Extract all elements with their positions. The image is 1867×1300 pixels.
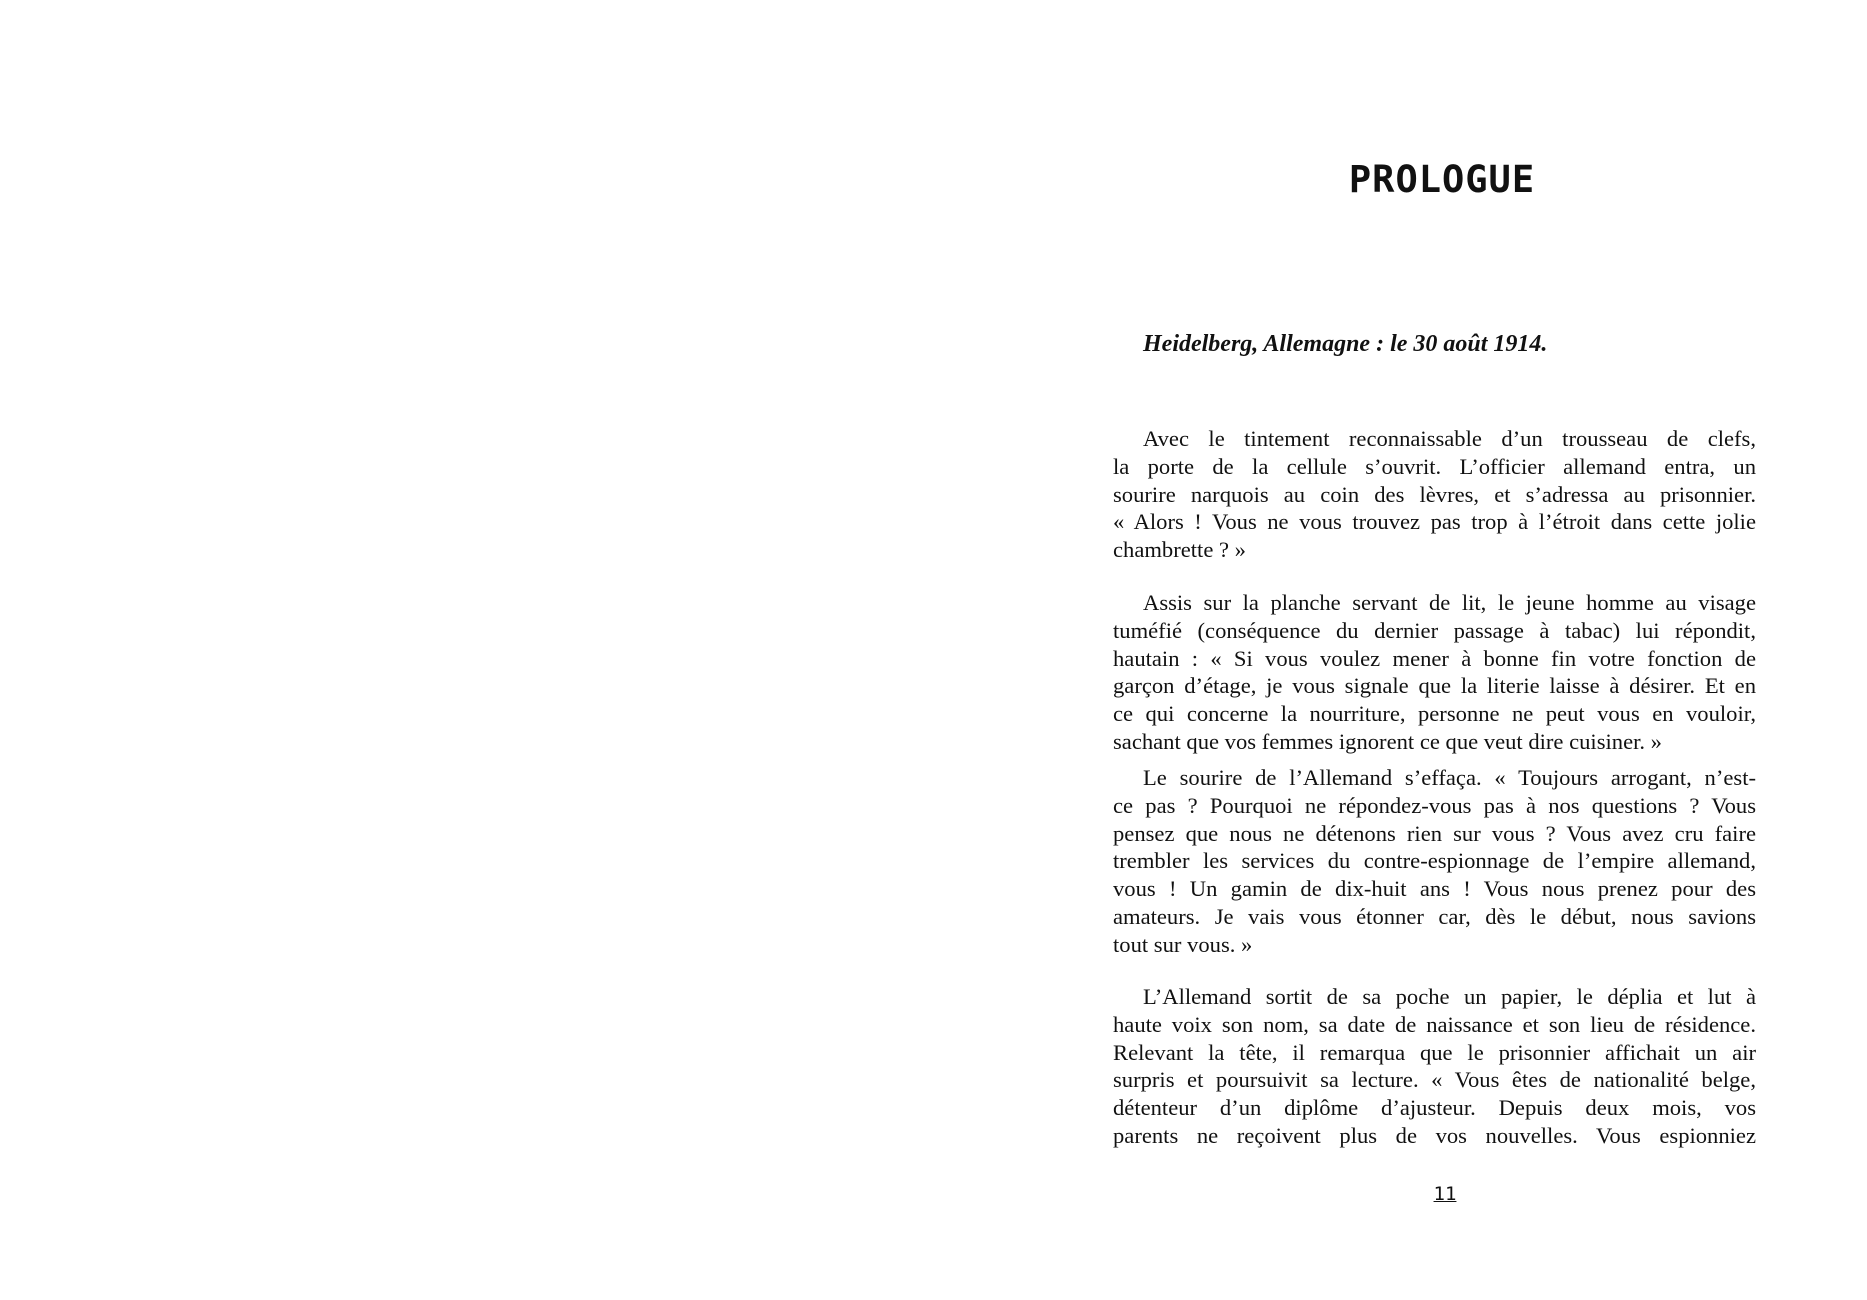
text-line: hautain : « Si vous voulez mener à bonne fin votre fonction de (1113, 645, 1756, 671)
text-line: sachant que vos femmes ignorent ce que veut dire cuisiner. » (1113, 728, 1662, 754)
paragraph-2 (1113, 589, 1756, 756)
page-number: 11 (1433, 1183, 1457, 1205)
text-line: tuméfié (conséquence du dernier passage à tabac) lui répondit, (1113, 617, 1756, 643)
text-line: trembler les services du contre-espionnage de l’empire allemand, (1113, 848, 1756, 874)
text-line: garçon d’étage, je vous signale que la literie laisse à désirer. Et en (1113, 673, 1756, 699)
text-line: ce qui concerne la nourriture, personne ne peut vous en vouloir, (1113, 701, 1756, 727)
text-line: détenteur d’un diplôme d’ajusteur. Depuis deux mois, vos (1113, 1095, 1756, 1121)
text-line: ce pas ? Pourquoi ne répondez-vous pas à nos questions ? Vous (1113, 792, 1756, 818)
place-date-heading: Heidelberg, Allemagne : le 30 août 1914. (1143, 331, 1548, 357)
text-line: sourire narquois au coin des lèvres, et s’adressa au prisonnier. (1113, 481, 1756, 507)
text-line: « Alors ! Vous ne vous trouvez pas trop à l’étroit dans cette jolie (1113, 509, 1756, 535)
text-line: surpris et poursuivit sa lecture. « Vous êtes de nationalité belge, (1113, 1067, 1756, 1093)
paragraph-4 (1113, 983, 1756, 1150)
text-line: tout sur vous. » (1113, 931, 1253, 957)
text-line: amateurs. Je vais vous étonner car, dès le début, nous savions (1113, 903, 1756, 929)
chapter-title: PROLOGUE (1348, 158, 1536, 201)
text-line: vous ! Un gamin de dix-huit ans ! Vous nous prenez pour des (1113, 876, 1756, 902)
text-line: parents ne reçoivent plus de vos nouvelles. Vous espionniez (1113, 1122, 1756, 1148)
text-line: pensez que nous ne détenons rien sur vous ? Vous avez cru faire (1113, 820, 1756, 846)
text-line: chambrette ? » (1113, 537, 1246, 563)
paragraph-1 (1113, 425, 1756, 564)
text-line: la porte de la cellule s’ouvrit. L’officier allemand entra, un (1113, 453, 1756, 479)
paragraph-3 (1113, 764, 1756, 959)
text-line: Relevant la tête, il remarqua que le prisonnier affichait un air (1113, 1039, 1756, 1065)
text-line: L’Allemand sortit de sa poche un papier, le déplia et lut à (1143, 984, 1756, 1009)
text-line: Assis sur la planche servant de lit, le jeune homme au visage (1143, 590, 1756, 615)
text-line: haute voix son nom, sa date de naissance et son lieu de résidence. (1113, 1011, 1756, 1037)
text-line: Le sourire de l’Allemand s’effaça. « Toujours arrogant, n’est- (1143, 765, 1756, 790)
text-line: Avec le tintement reconnaissable d’un trousseau de clefs, (1143, 426, 1756, 451)
